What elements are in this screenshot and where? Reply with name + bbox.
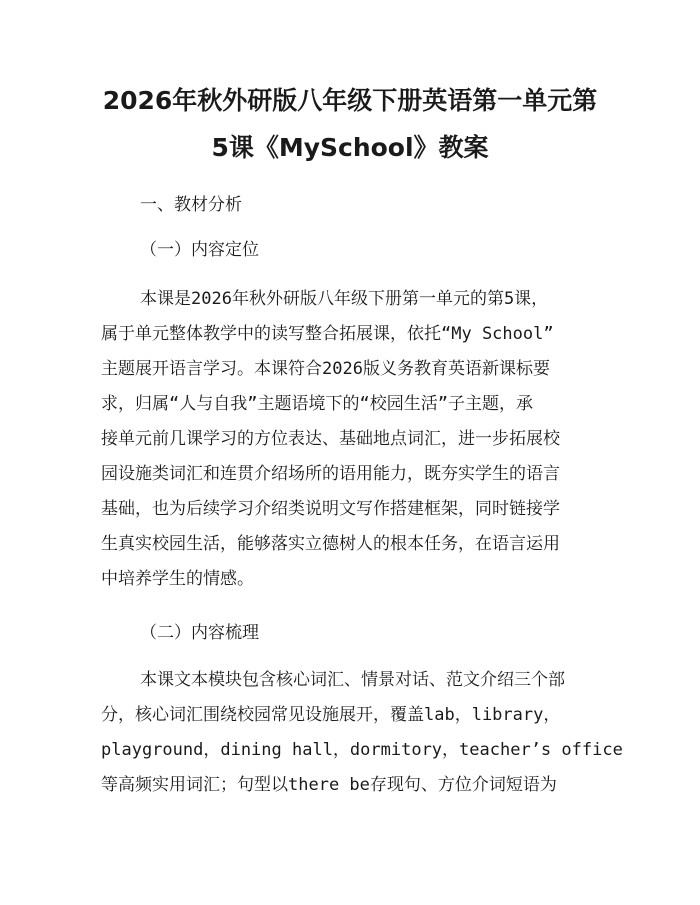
- paragraph-line: 主题展开语言学习。本课符合2026版义务教育英语新课标要: [101, 359, 550, 379]
- paragraph-line: 基础，也为后续学习介绍类说明文写作搭建框架，同时链接学: [101, 499, 560, 519]
- paragraph-line: 分，核心词汇围绕校园常见设施展开，覆盖lab，library，: [101, 705, 561, 725]
- paragraph-line: 中培养学生的情感。: [101, 569, 254, 589]
- paragraph-line: 生真实校园生活，能够落实立德树人的根本任务，在语言运用: [101, 534, 560, 554]
- paragraph-line: 本课文本模块包含核心词汇、情景对话、范文介绍三个部: [140, 670, 565, 690]
- paragraph-line: 接单元前几课学习的方位表达、基础地点词汇，进一步拓展校: [101, 429, 560, 449]
- paragraph-line: 园设施类词汇和连贯介绍场所的语用能力，既夯实学生的语言: [101, 464, 560, 484]
- paragraph-line: 本课是2026年秋外研版八年级下册第一单元的第5课，: [140, 289, 549, 309]
- paragraph-line: 求，归属“人与自我”主题语境下的“校园生活”子主题，承: [101, 394, 533, 414]
- paragraph-line: 等高频实用词汇；句型以there be存现句、方位介词短语为: [101, 775, 557, 795]
- paragraph-line: 属于单元整体教学中的读写整合拓展课，依托“My School”: [101, 324, 554, 344]
- section-heading: 一、教材分析: [140, 195, 242, 215]
- subsection-heading: （二）内容梳理: [140, 623, 259, 643]
- document-title-line-2: 5课《MySchool》教案: [211, 133, 489, 162]
- document-title-line-1: 2026年秋外研版八年级下册英语第一单元第: [102, 86, 598, 115]
- subsection-heading: （一）内容定位: [140, 240, 259, 260]
- paragraph-line: playground，dining hall，dormitory，teacher’s office: [101, 740, 623, 760]
